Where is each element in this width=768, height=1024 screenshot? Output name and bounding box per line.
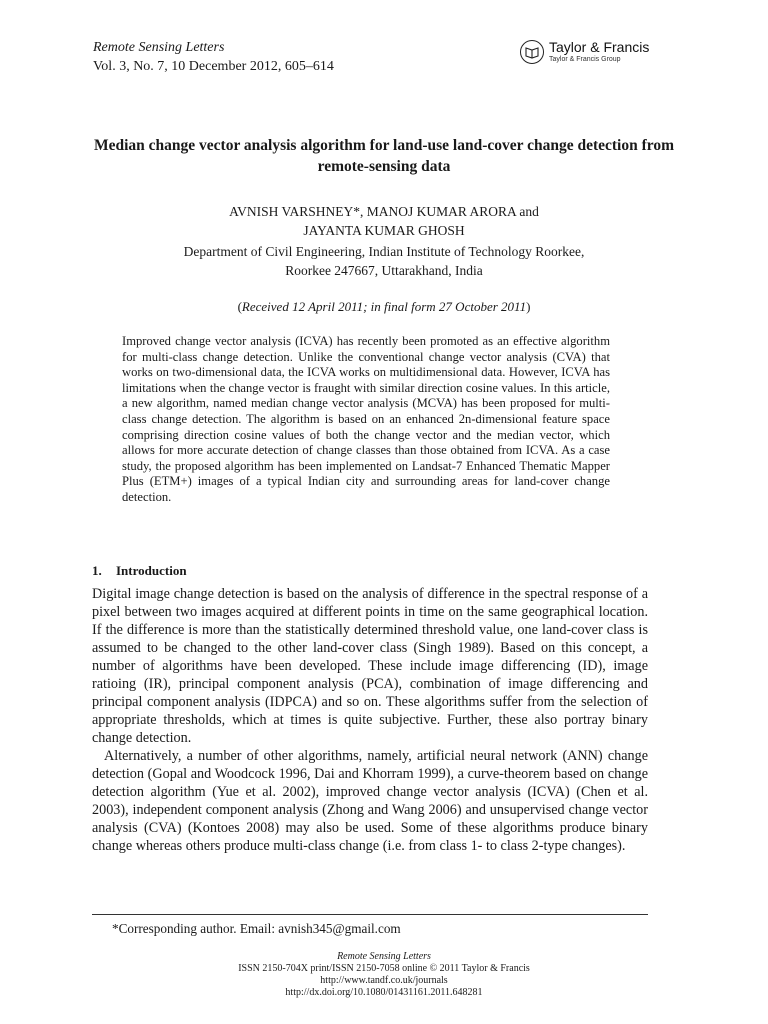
affiliation-line-1: Department of Civil Engineering, Indian Institute of Technology Roorkee, (183, 244, 585, 259)
publisher-group: Taylor & Francis Group (549, 56, 621, 63)
footer-url[interactable]: http://www.tandf.co.uk/journals (320, 975, 448, 986)
received-dates: (Received 12 April 2011; in final form 27 October 2011) (237, 299, 531, 314)
authors-line-2: JAYANTA KUMAR GHOSH (303, 223, 465, 238)
authors-line-1: AVNISH VARSHNEY*, MANOJ KUMAR ARORA and (229, 204, 539, 219)
section-number: 1. (92, 563, 102, 578)
publisher-logo-icon (520, 40, 544, 64)
footer-issn: ISSN 2150-704X print/ISSN 2150-7058 online © 2011 Taylor & Francis (238, 963, 530, 974)
journal-name: Remote Sensing Letters (93, 40, 225, 55)
authors (80, 202, 688, 240)
publisher-name: Taylor & Francis (549, 39, 650, 55)
footnote: *Corresponding author. Email: avnish345@gmail.com (112, 921, 401, 936)
journal-header (93, 38, 334, 76)
publisher-logo (520, 40, 649, 64)
section-title: Introduction (116, 563, 187, 578)
paragraph-1: Digital image change detection is based on the analysis of difference in the spectral response of a pixel between two images acquired at different points in time on the same geographical location. If the difference is more than the statistically determined threshold value, one land-cover class is assumed to be changed to the other land-cover class (Singh 1989). Based on this concept, a number of algorithms have been developed. These include image differencing (ID), image ratioing (IR), principal component analysis (PCA), combination of image differencing and principal component analysis (IDPCA) and so on. These algorithms suffer from the selection of appropriate thresholds, which at times is quite subjective. Further, these also portray binary change detection. (92, 586, 648, 746)
section-heading (92, 563, 187, 579)
received-text: Received 12 April 2011; in final form 27 October 2011 (241, 299, 527, 314)
volume-line: Vol. 3, No. 7, 10 December 2012, 605–614 (93, 59, 334, 74)
page-footer (80, 951, 688, 999)
footnote-rule (92, 914, 648, 915)
abstract: Improved change vector analysis (ICVA) has recently been promoted as an effective algorithm for multi-class change detection. Unlike the conventional change vector analysis (CVA) that works on two-dimensional data, the ICVA works on multidimensional data. However, ICVA has limitations when the change vector is fraught with similar direction cosine values. In this article, a new algorithm, named median change vector analysis (MCVA) has been proposed for multi-class change detection. The algorithm is based on an enhanced 2n-dimensional feature space comprising direction cosine values of both the change vector and the median vector, which allows for more accurate detection of change classes than those obtained from ICVA. As a case study, the proposed algorithm has been implemented on Landsat-7 Enhanced Thematic Mapper Plus (ETM+) images of a typical Indian city and surrounding areas for land-cover change detection. (122, 334, 610, 504)
paragraph-2: Alternatively, a number of other algorithms, namely, artificial neural network (ANN) change detection (Gopal and Woodcock 1996, Dai and Khorram 1999), a curve-theorem based on change detection algorithm (Yue et al. 2002), improved change vector analysis (ICVA) (Chen et al. 2003), independent component analysis (Zhong and Wang 2006) and unsupervised change vector analysis (CVA) (Kontoes 2008) may also be used. Some of these algorithms produce binary change whereas others produce multi-class change (i.e. from class 1- to class 2-type changes). (92, 748, 648, 854)
body-text (92, 585, 648, 855)
affiliation-line-2: Roorkee 247667, Uttarakhand, India (285, 263, 483, 278)
footer-doi[interactable]: http://dx.doi.org/10.1080/01431161.2011.648281 (285, 987, 483, 998)
article-title: Median change vector analysis algorithm for land-use land-cover change detection from remote-sensing data (93, 137, 675, 175)
affiliation (80, 242, 688, 280)
footer-journal: Remote Sensing Letters (337, 951, 431, 962)
book-icon (525, 45, 539, 59)
